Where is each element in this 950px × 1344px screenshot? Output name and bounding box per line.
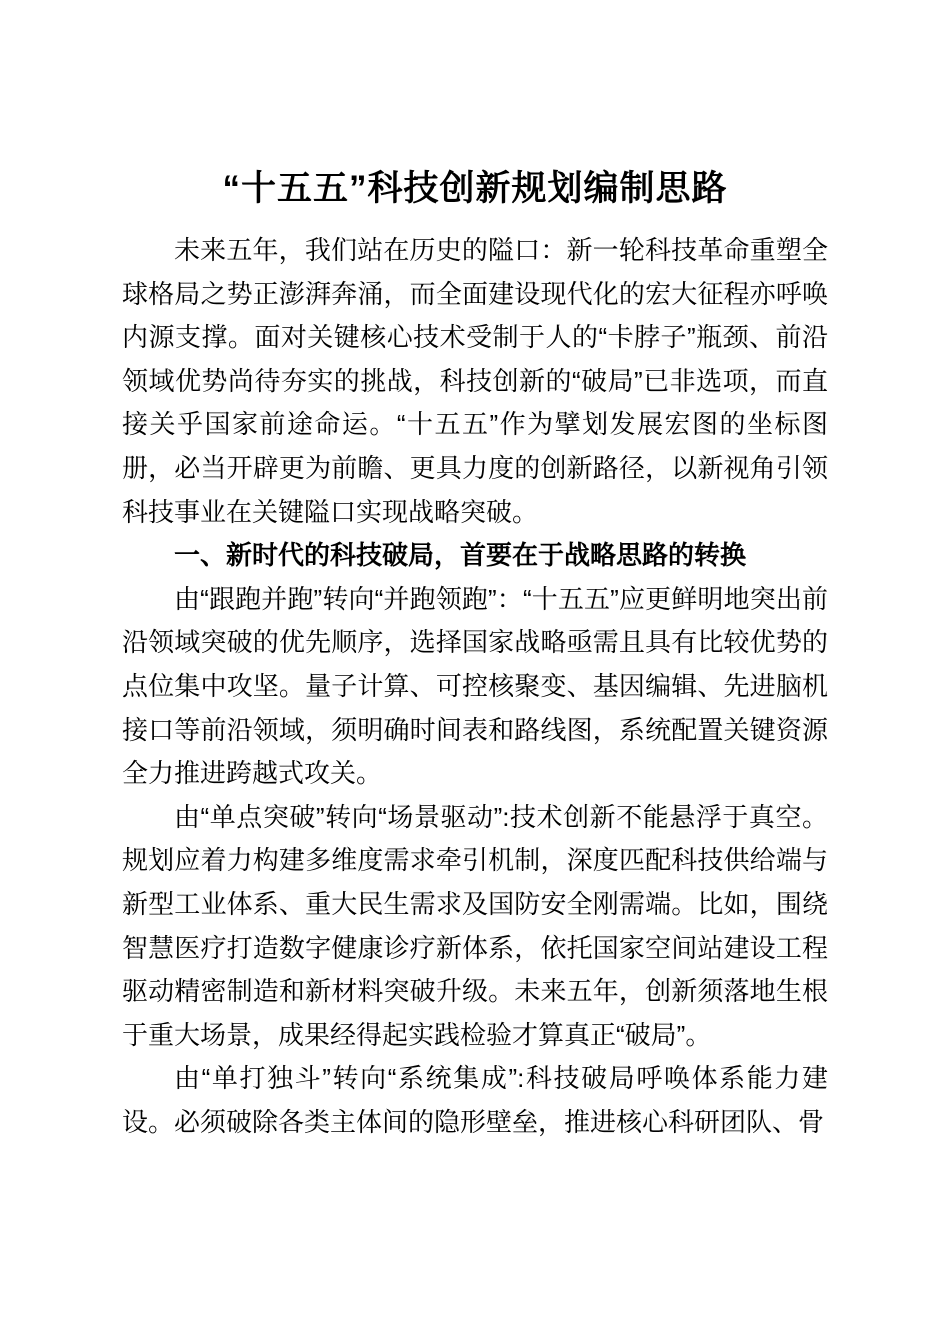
document-body [122,229,828,1144]
paragraph-scenario-driven: 由“单点突破”转向“场景驱动”:技术创新不能悬浮于真空。规划应着力构建多维度需求牵引机制，深度匹配科技供给端与新型工业体系、重大民生需求及国防安全刚需端。比如，围绕智慧医疗打造数字健康诊疗新体系，依托国家空间站建设工程驱动精密制造和新材料突破升级。未来五年，创新须落地生根于重大场景，成果经得起实践检验才算真正“破局”。 [122,801,828,1050]
section-heading-1: 一、新时代的科技破局，首要在于战略思路的转换 [174,540,747,571]
paragraph-system-integration: 由“单打独斗”转向“系统集成”:科技破局呼唤体系能力建设。必须破除各类主体间的隐形壁垒，推进核心科研团队、骨 [122,1063,828,1137]
document-title: “十五五”科技创新规划编制思路 [222,169,728,208]
paragraph-intro: 未来五年，我们站在历史的隘口：新一轮科技革命重塑全球格局之势正澎湃奔涌，而全面建设现代化的宏大征程亦呼唤内源支撑。面对关键核心技术受制于人的“卡脖子”瓶颈、前沿领域优势尚待夯实的挑战，科技创新的“破局”已非选项，而直接关乎国家前途命运。“十五五”作为擘划发展宏图的坐标图册，必当开辟更为前瞻、更具力度的创新路径，以新视角引领科技事业在关键隘口实现战略突破。 [122,235,828,527]
paragraph-lead-run: 由“跟跑并跑”转向“并跑领跑”：“十五五”应更鲜明地突出前沿领域突破的优先顺序，选择国家战略亟需且具有比较优势的点位集中攻坚。量子计算、可控核聚变、基因编辑、先进脑机接口等前沿领域，须明确时间表和路线图，系统配置关键资源全力推进跨越式攻关。 [122,583,828,789]
